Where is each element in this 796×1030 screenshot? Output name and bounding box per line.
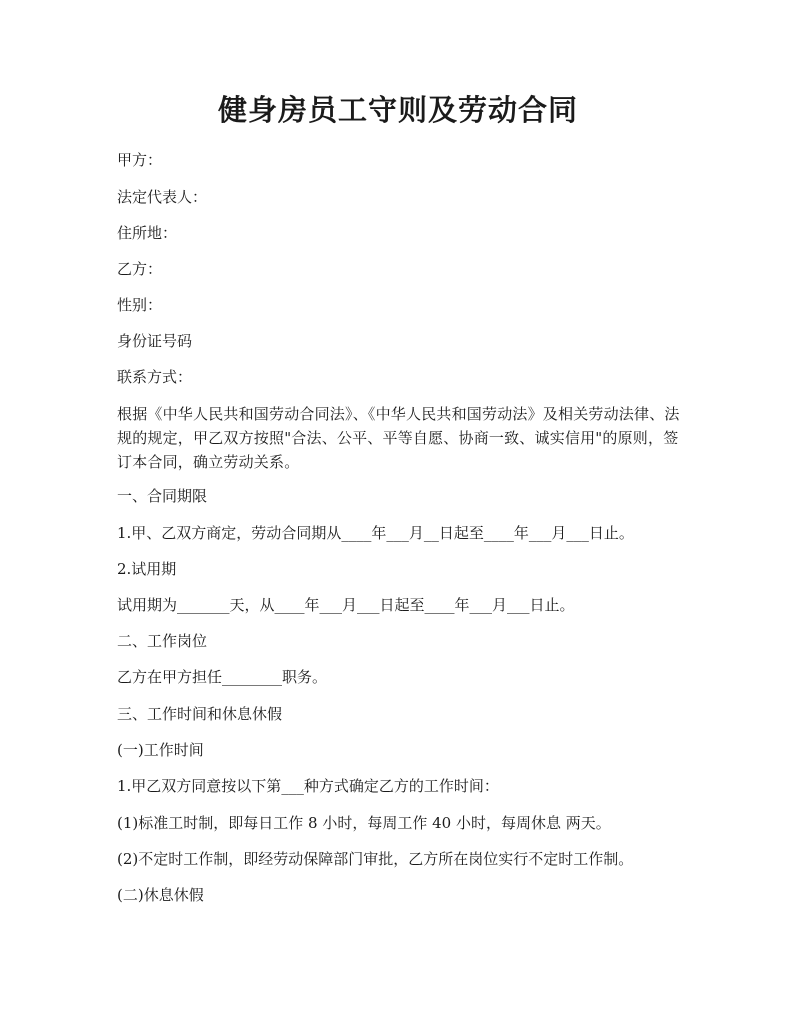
address-label: 住所地：: [117, 224, 178, 242]
subsection-rest-leave: (二)休息休假: [117, 886, 204, 904]
document-title: 健身房员工守则及劳动合同: [217, 93, 578, 127]
contract-term-clause: 1.甲、乙双方商定，劳动合同期从____年___月__日起至____年___月___日止。: [117, 524, 634, 542]
contact-label: 联系方式：: [117, 368, 193, 386]
probation-heading: 2.试用期: [117, 560, 177, 578]
party-a-label: 甲方：: [117, 151, 163, 169]
probation-clause: 试用期为_______天，从____年___月___日起至____年___月___日止。: [117, 596, 575, 614]
id-number-label: 身份证号码: [117, 332, 193, 350]
section-heading-position: 二、工作岗位: [117, 632, 208, 650]
gender-label: 性别：: [117, 296, 163, 314]
section-heading-contract-term: 一、合同期限: [117, 487, 208, 505]
party-b-label: 乙方：: [117, 260, 163, 278]
position-clause: 乙方在甲方担任________职务。: [117, 668, 328, 686]
work-time-clause: 1.甲乙双方同意按以下第___种方式确定乙方的工作时间：: [117, 777, 499, 795]
legal-rep-label: 法定代表人：: [117, 188, 208, 206]
preamble-paragraph: 根据《中华人民共和国劳动合同法》、《中华人民共和国劳动法》及相关劳动法律、法规的规定，甲乙双方按照"合法、公平、平等自愿、协商一致、诚实信用"的原则，签订本合同，确立劳动关系。: [117, 405, 680, 471]
flexible-hours-clause: (2)不定时工作制，即经劳动保障部门审批，乙方所在岗位实行不定时工作制。: [117, 850, 634, 868]
standard-hours-clause: (1)标准工时制，即每日工作 8 小时，每周工作 40 小时，每周休息 两天。: [117, 814, 611, 832]
subsection-work-time: (一)工作时间: [117, 741, 204, 759]
section-heading-work-hours: 三、工作时间和休息休假: [117, 705, 283, 723]
